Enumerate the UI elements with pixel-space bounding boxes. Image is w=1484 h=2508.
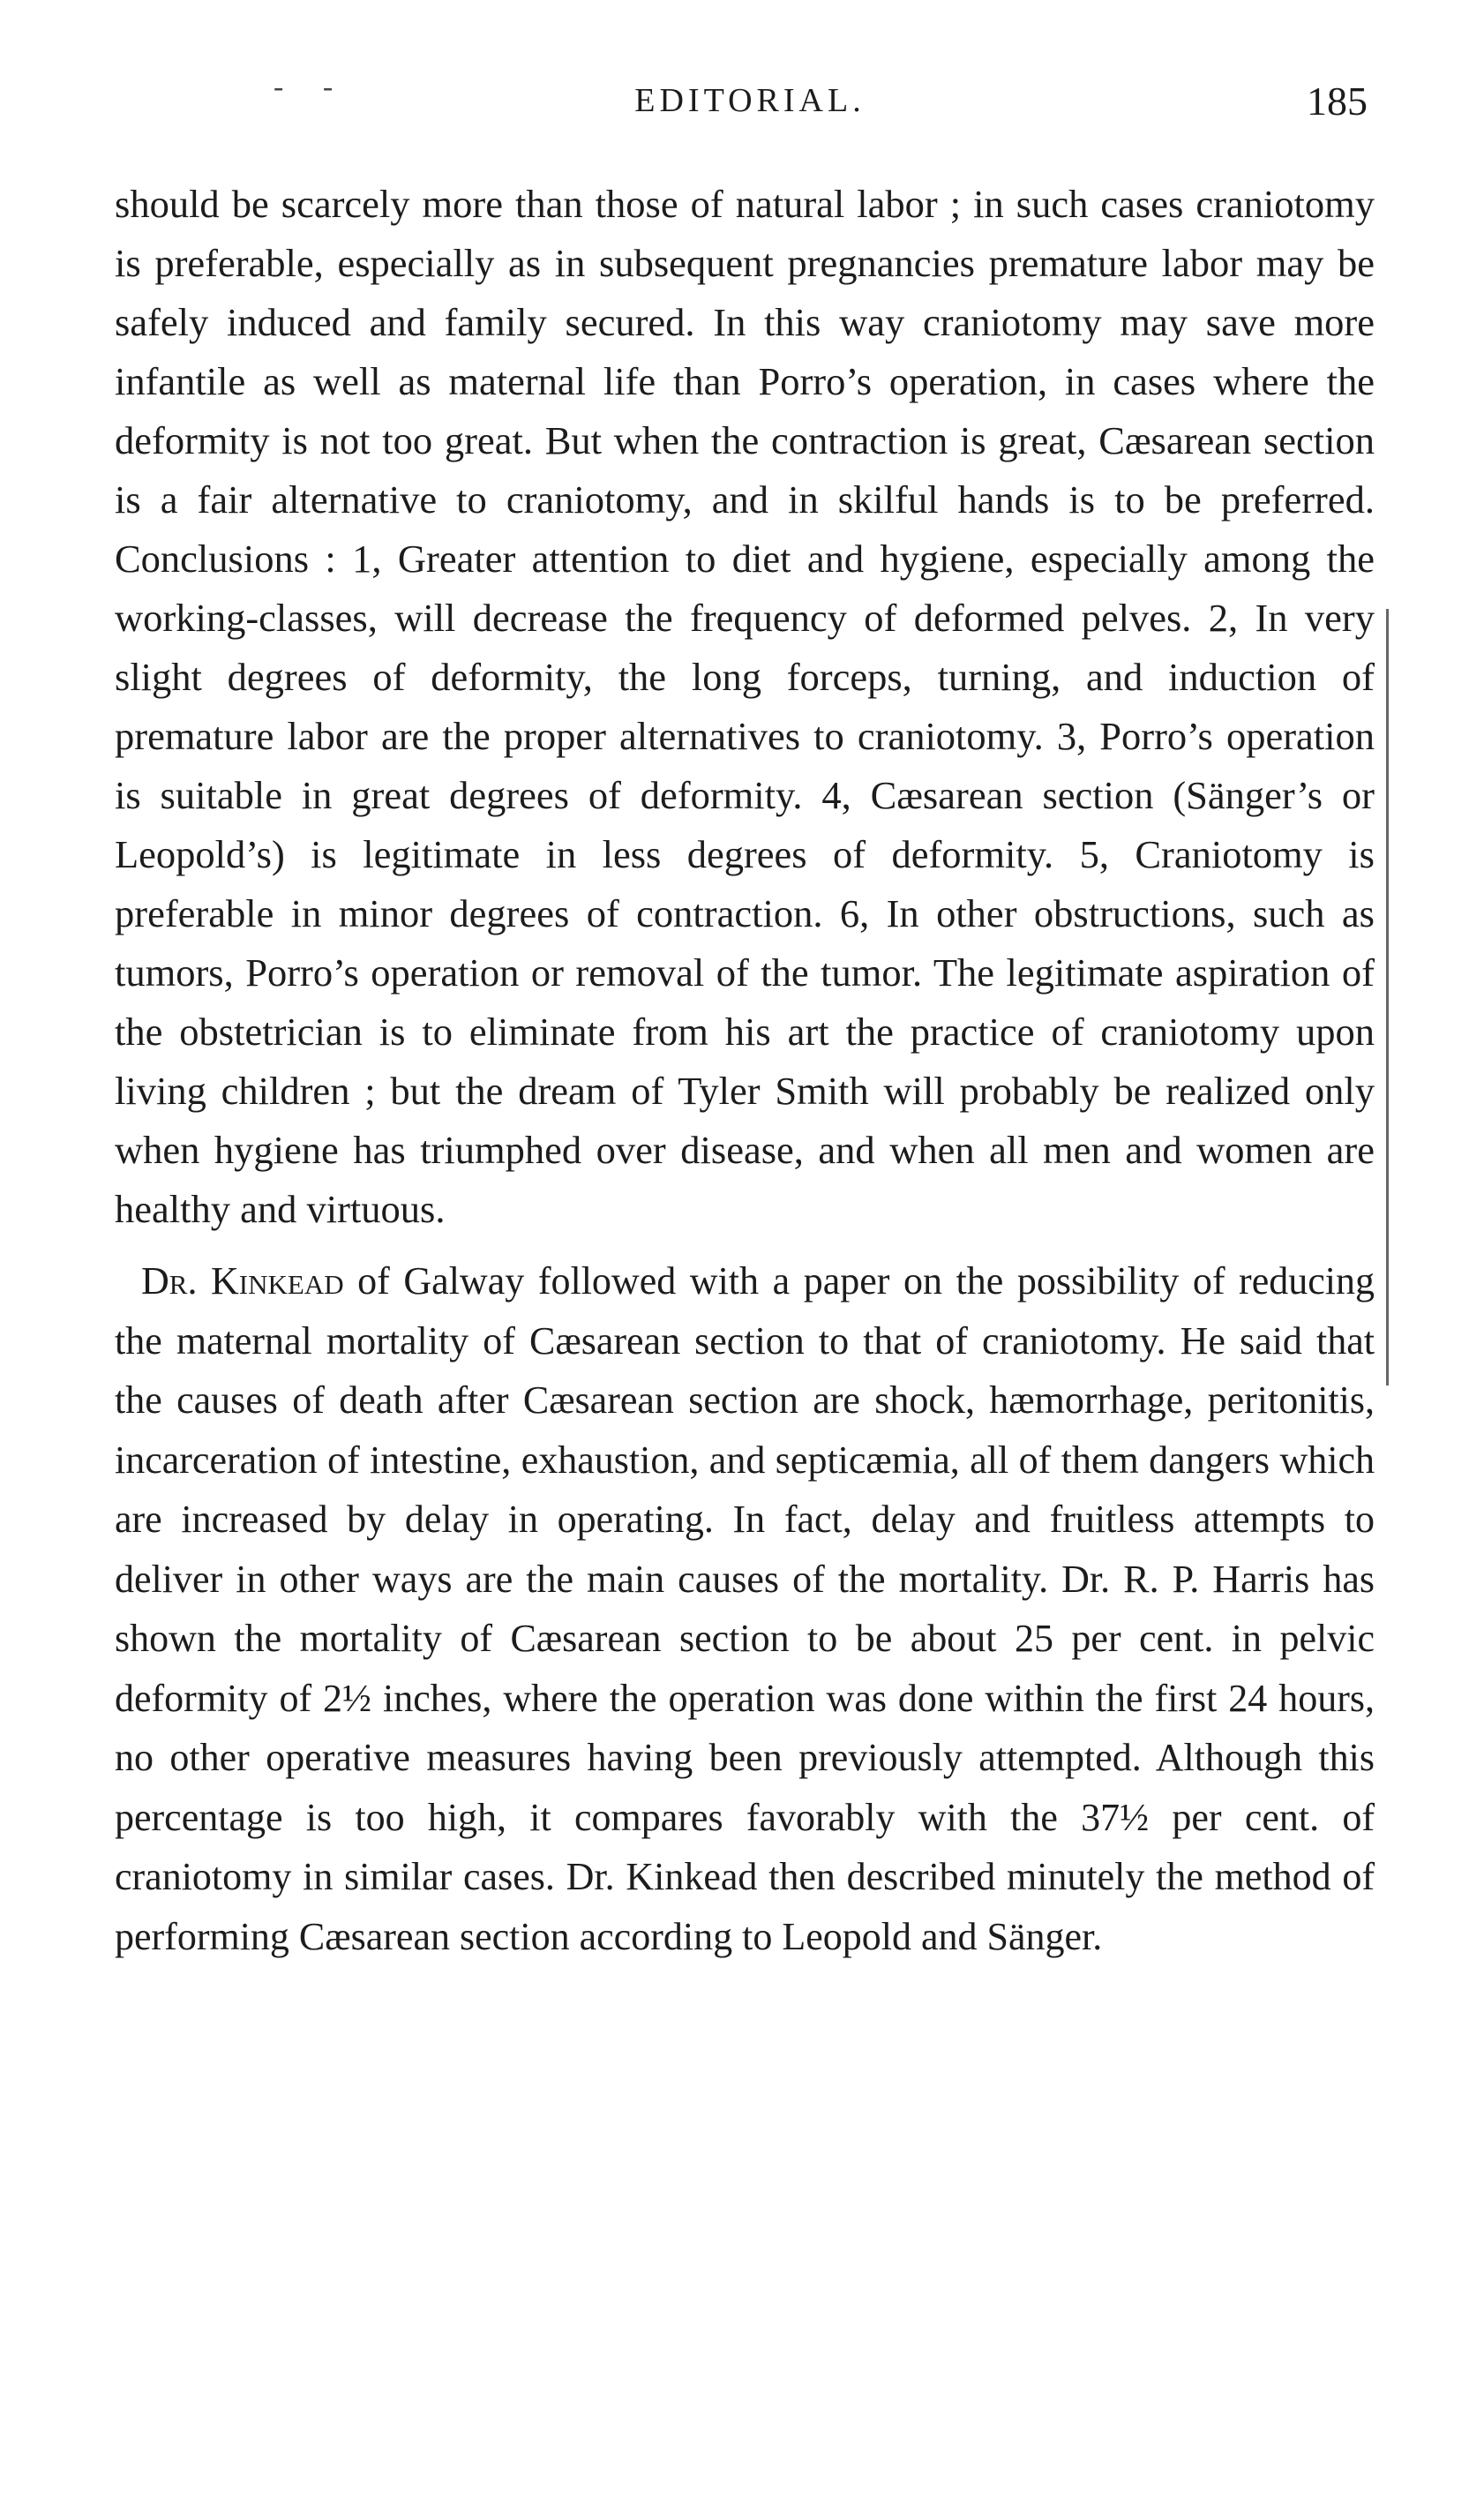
running-head: [115, 71, 1385, 134]
paragraph-2-text: of Galway followed with a paper on the possibility of reducing the maternal mortality of Cæsarean section to that of craniotomy. He said that the causes of death after Cæsarean section are shock, hæmorrhage, peritonitis, incarceration of intestine, exhaustion, and septicæmia, all of them dangers which are increased by delay in operating. In fact, delay and fruitless attempts to deliver in other ways are the main causes of the mortality. Dr. R. P. Harris has shown the mortality of Cæsarean section to be about 25 per cent. in pelvic deformity of 2½ inches, where the operation was done within the first 24 hours, no other operative measures having been previously attempted. Although this percentage is too high, it compares favorably with the 37½ per cent. of craniotomy in similar cases. Dr. Kinkead then described minutely the method of performing Cæsarean section according to Leopold and Sänger.: [115, 1259, 1375, 1958]
body-text: [115, 175, 1375, 1966]
header-marks: - -: [274, 71, 349, 103]
paragraph-2: [115, 1251, 1375, 1966]
margin-bracket-mark: [1374, 609, 1389, 1385]
page-number: 185: [1307, 79, 1368, 124]
paragraph-1: should be scarcely more than those of natural labor ; in such cases craniotomy is preferable, especially as in subsequent pregnancies premature labor may be safely induced and family secured. In this way craniotomy may save more infantile as well as maternal life than Porro’s operation, in cases where the deformity is not too great. But when the contraction is great, Cæsarean section is a fair alternative to craniotomy, and in skilful hands is to be preferred. Conclusions : 1, Greater attention to diet and hygiene, especially among the working-classes, will decrease the frequency of deformed pelves. 2, In very slight degrees of deformity, the long forceps, turning, and induction of premature labor are the proper alternatives to craniotomy. 3, Porro’s operation is suitable in great degrees of deformity. 4, Cæsarean section (Sänger’s or Leopold’s) is legitimate in less degrees of deformity. 5, Craniotomy is preferable in minor degrees of contraction. 6, In other obstructions, such as tumors, Porro’s operation or removal of the tumor. The legitimate aspiration of the obstetrician is to eliminate from his art the practice of craniotomy upon living children ; but the dream of Tyler Smith will probably be realized only when hygiene has triumphed over disease, and when all men and women are healthy and virtuous.: [115, 182, 1375, 1231]
paragraph-2-speaker: Dr. Kinkead: [141, 1259, 344, 1303]
running-title: EDITORIAL.: [634, 82, 866, 119]
